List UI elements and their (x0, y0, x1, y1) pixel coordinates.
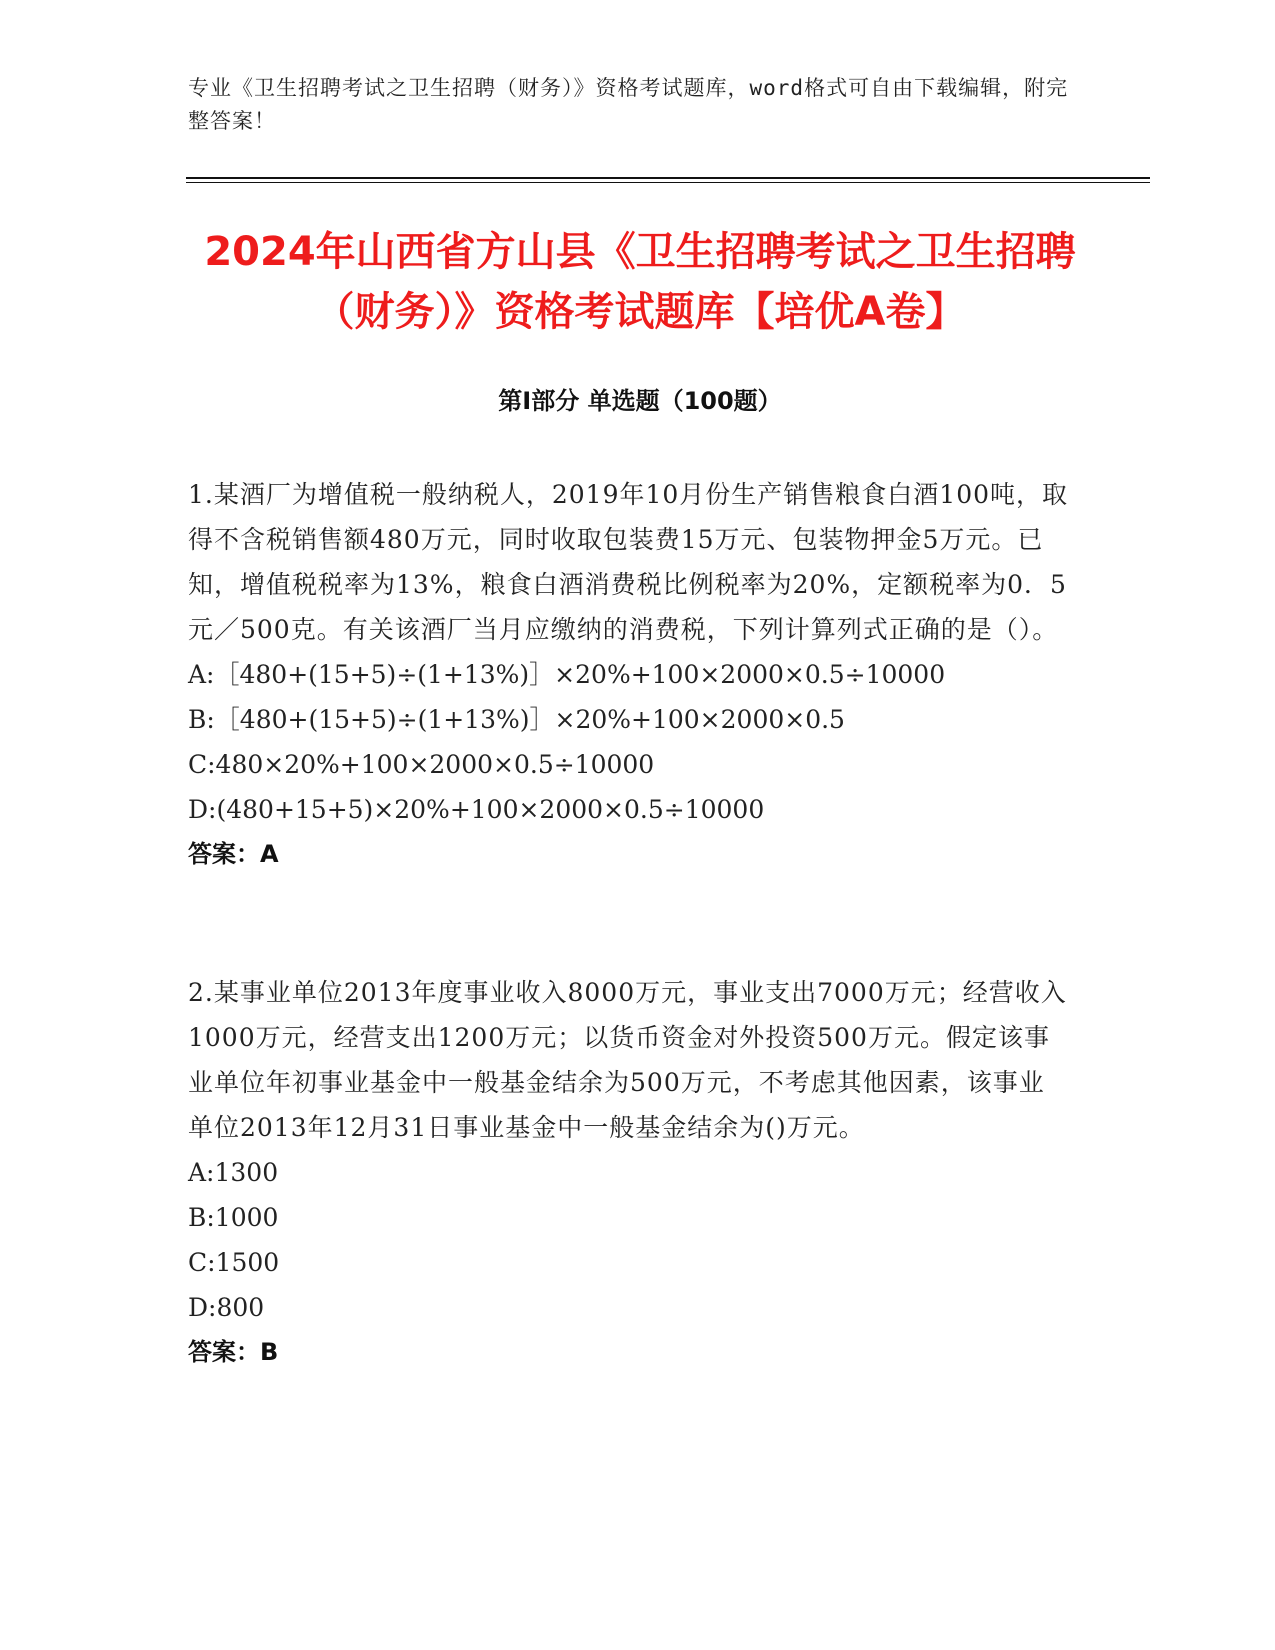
option-c: C:480×20%+100×2000×0.5÷10000 (188, 750, 655, 779)
option-a: A:［480+(15+5)÷(1+13%)］×20%+100×2000×0.5÷10000 (188, 660, 946, 689)
option-b: B:1000 (188, 1203, 279, 1232)
question-1 (188, 472, 1068, 877)
question-2 (188, 970, 1068, 1375)
header-rule-thin (186, 182, 1150, 183)
option-c: C:1500 (188, 1248, 280, 1277)
header-note: 专业《卫生招聘考试之卫生招聘（财务）》资格考试题库，word格式可自由下载编辑，附完整答案！ (188, 76, 1069, 133)
option-b: B:［480+(15+5)÷(1+13%)］×20%+100×2000×0.5 (188, 705, 845, 734)
question-stem: 1.某酒厂为增值税一般纳税人，2019年10月份生产销售粮食白酒100吨，取得不含税销售额480万元，同时收取包装费15万元、包装物押金5万元。已知，增值税税率为13%，粮食白酒消费税比例税率为20%，定额税率为0．5元／500克。有关该酒厂当月应缴纳的消费税，下列计算列式正确的是（）。 (188, 480, 1069, 644)
document-title: 2024年山西省方山县《卫生招聘考试之卫生招聘（财务）》资格考试题库【培优A卷】 (204, 229, 1076, 335)
answer: 答案：B (188, 1338, 279, 1366)
question-stem: 2.某事业单位2013年度事业收入8000万元，事业支出7000万元；经营收入1000万元，经营支出1200万元；以货币资金对外投资500万元。假定该事业单位年初事业基金中一般基金结余为500万元，不考虑其他因素，该事业单位2013年12月31日事业基金中一般基金结余为()万元。 (188, 978, 1067, 1142)
option-a: A:1300 (188, 1158, 279, 1187)
option-d: D:800 (188, 1293, 265, 1322)
answer: 答案：A (188, 840, 279, 868)
section-title: 第I部分 单选题（100题） (498, 387, 782, 415)
option-d: D:(480+15+5)×20%+100×2000×0.5÷10000 (188, 795, 765, 824)
header-rule-thick (186, 177, 1150, 179)
